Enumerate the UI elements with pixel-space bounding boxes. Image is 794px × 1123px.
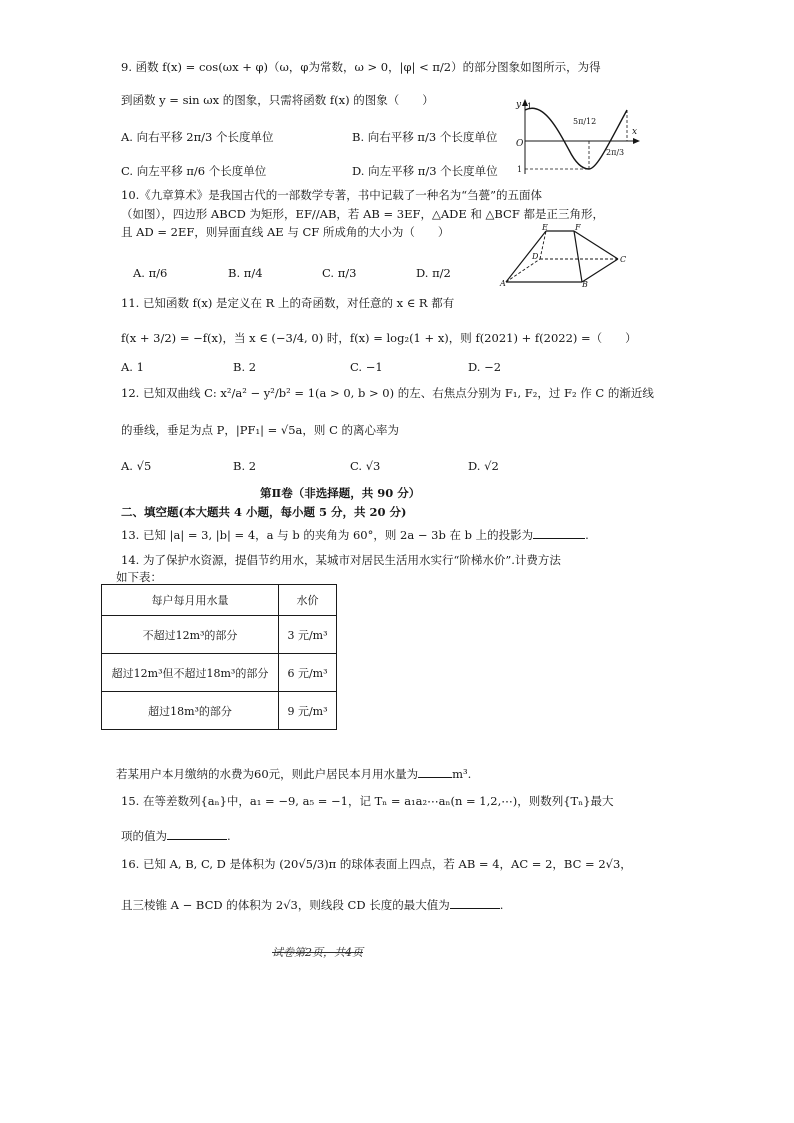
q10-label-a: A (500, 279, 506, 288)
table-row (102, 654, 337, 692)
q16-line1: 16. 已知 A, B, C, D 是体积为 (20√5/3)π 的球体表面上四点，若 AB = 4，AC = 2，BC = 2√3， (121, 857, 632, 871)
q10-option-c: C. π/3 (322, 266, 357, 280)
q9-graph-y-bottom: 1 (517, 165, 523, 174)
q14-line2: 如下表： (116, 570, 162, 584)
q12-option-b: B. 2 (233, 459, 257, 473)
q10-line1: 10.《九章算术》是我国古代的一部数学专著，书中记载了一种名为“刍甍”的五面体 (121, 188, 543, 202)
fill-in-section-header: 二、填空题(本大题共 4 小题，每小题 5 分，共 20 分) (121, 505, 407, 519)
q12-option-c: C. √3 (350, 459, 381, 473)
q11-line2: f(x + 3/2) = −f(x)，当 x ∈ (−3/4, 0) 时，f(x) = log₂(1 + x)，则 f(2021) + f(2022) =（ ） (121, 331, 637, 345)
q9-graph-x-label: x (632, 127, 638, 137)
q9-graph-y-label: y (516, 100, 522, 110)
q10-option-a: A. π/6 (133, 266, 168, 280)
q10-label-e: E (542, 223, 548, 232)
table-row (102, 692, 337, 730)
table-cell-price: 9 元/m³ (279, 692, 337, 730)
q13-text (121, 526, 589, 542)
q13-answer-blank[interactable] (533, 526, 585, 539)
q12-line2: 的垂线，垂足为点 P，|PF₁| = √5a，则 C 的离心率为 (121, 423, 400, 437)
q15-line2-text: 项的值为 (121, 829, 167, 843)
q15-line2 (121, 827, 231, 843)
table-cell-usage: 超过18m³的部分 (102, 692, 279, 730)
q9-option-a: A. 向右平移 2π/3 个长度单位 (121, 130, 274, 144)
q10-label-f: F (575, 223, 581, 232)
q14-answer-blank[interactable] (418, 765, 452, 778)
q11-option-c: C. −1 (350, 360, 383, 374)
q9-option-c: C. 向左平移 π/6 个长度单位 (121, 164, 267, 178)
q9-option-d: D. 向左平移 π/3 个长度单位 (352, 164, 498, 178)
q11-option-b: B. 2 (233, 360, 257, 374)
q15-line1: 15. 在等差数列{aₙ}中，a₁ = −9, a₅ = −1，记 Tₙ = a₁a₂⋯aₙ(n = 1,2,⋯)，则数列{Tₙ}最大 (121, 794, 614, 808)
table-header-usage: 每户每月用水量 (102, 585, 279, 616)
q10-polyhedron-figure (500, 223, 628, 289)
q14-after-text: 若某用户本月缴纳的水费为60元，则此户居民本月用水量为 (116, 767, 419, 781)
q16-line2-text: 且三棱锥 A − BCD 的体积为 2√3，则线段 CD 长度的最大值为 (121, 898, 450, 912)
q15-end: . (227, 829, 231, 843)
q11-option-a: A. 1 (121, 360, 144, 374)
q9-line1: 9. 函数 f(x) = cos(ωx + φ)（ω，φ为常数，ω > 0，|φ| < π/2）的部分图象如图所示，为得 (121, 60, 601, 74)
q14-unit: m³. (452, 767, 472, 781)
q13-question: 13. 已知 |a| = 3, |b| = 4，a 与 b 的夹角为 60°，则 2a − 3b 在 b 上的投影为 (121, 528, 534, 542)
q12-option-a: A. √5 (121, 459, 152, 473)
table-header-price: 水价 (279, 585, 337, 616)
q16-line2 (121, 896, 503, 912)
table-header-row (102, 585, 337, 616)
q9-graph-origin: O (516, 139, 524, 149)
q9-option-b: B. 向右平移 π/3 个长度单位 (352, 130, 498, 144)
water-price-table (101, 584, 337, 730)
q9-line2: 到函数 y = sin ωx 的图象，只需将函数 f(x) 的图象（ ） (121, 93, 434, 107)
q9-graph-y-top: 1 (527, 102, 533, 111)
q10-line3: 且 AD = 2EF，则异面直线 AE 与 CF 所成角的大小为（ ） (121, 225, 450, 239)
table-cell-price: 3 元/m³ (279, 616, 337, 654)
table-cell-usage: 超过12m³但不超过18m³的部分 (102, 654, 279, 692)
q11-line1: 11. 已知函数 f(x) 是定义在 R 上的奇函数，对任意的 x ∈ R 都有 (121, 296, 455, 310)
table-cell-usage: 不超过12m³的部分 (102, 616, 279, 654)
q12-option-d: D. √2 (468, 459, 499, 473)
q10-option-b: B. π/4 (228, 266, 263, 280)
q14-after (116, 765, 471, 781)
q10-label-d: D (532, 252, 539, 261)
q16-end: . (499, 898, 504, 912)
q9-graph-tick-5pi12: 5π/12 (573, 117, 597, 126)
q11-option-d: D. −2 (468, 360, 502, 374)
q15-answer-blank[interactable] (167, 827, 227, 840)
q9-graph-tick-2pi3: 2π/3 (606, 148, 625, 157)
table-cell-price: 6 元/m³ (279, 654, 337, 692)
q13-end: . (585, 528, 589, 542)
page-footer: 试卷第2页，共4页 (272, 946, 363, 959)
q9-cosine-graph (505, 98, 640, 178)
q10-label-b: B (582, 280, 588, 289)
q12-line1: 12. 已知双曲线 C: x²/a² − y²/b² = 1(a > 0, b > 0) 的左、右焦点分别为 F₁, F₂，过 F₂ 作 C 的渐近线 (121, 386, 654, 400)
q10-label-c: C (620, 255, 627, 264)
part2-title: 第Ⅱ卷（非选择题，共 90 分） (260, 486, 421, 500)
table-row (102, 616, 337, 654)
q14-line1: 14. 为了保护水资源，提倡节约用水，某城市对居民生活用水实行“阶梯水价”.计费方法 (121, 553, 561, 567)
q10-line2: （如图），四边形 ABCD 为矩形，EF//AB，若 AB = 3EF，△ADE 和 △BCF 都是正三角形， (121, 207, 604, 221)
q16-answer-blank[interactable] (450, 896, 500, 909)
q10-option-d: D. π/2 (416, 266, 451, 280)
